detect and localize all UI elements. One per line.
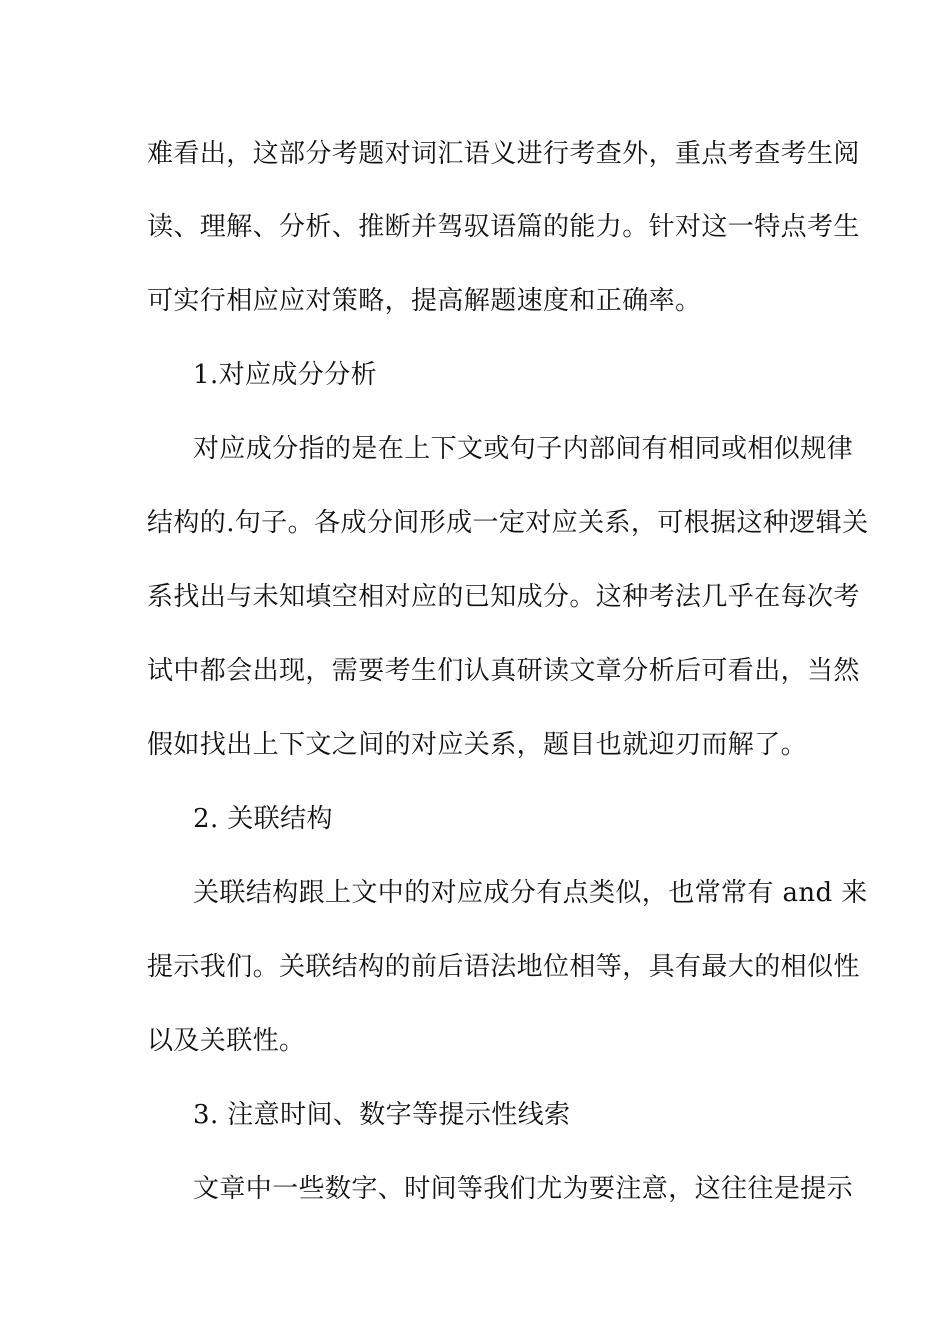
paragraph-line: 关联结构跟上文中的对应成分有点类似，也常常有 and 来 [193,878,868,908]
paragraph-line: 提示我们。关联结构的前后语法地位相等，具有最大的相似性 [147,952,860,982]
section-heading: 1.对应成分分析 [193,360,378,390]
section-heading: 2. 关联结构 [193,804,333,834]
section-heading: 3. 注意时间、数字等提示性线索 [193,1100,571,1130]
paragraph-line: 可实行相应应对策略，提高解题速度和正确率。 [147,286,702,316]
paragraph-line: 以及关联性。 [147,1026,306,1056]
paragraph-line: 读、理解、分析、推断并驾驭语篇的能力。针对这一特点考生 [147,212,860,242]
paragraph-line: 结构的.句子。各成分间形成一定对应关系，可根据这种逻辑关 [147,508,869,538]
paragraph-line: 难看出，这部分考题对词汇语义进行考查外，重点考查考生阅 [147,139,860,169]
paragraph-line: 文章中一些数字、时间等我们尤为要注意，这往往是提示 [193,1174,854,1204]
paragraph-line: 假如找出上下文之间的对应关系，题目也就迎刃而解了。 [147,730,808,760]
paragraph-line: 系找出与未知填空相对应的已知成分。这种考法几乎在每次考 [147,582,860,612]
paragraph-line: 对应成分指的是在上下文或句子内部间有相同或相似规律 [193,434,854,464]
paragraph-line: 试中都会出现，需要考生们认真研读文章分析后可看出，当然 [147,656,860,686]
